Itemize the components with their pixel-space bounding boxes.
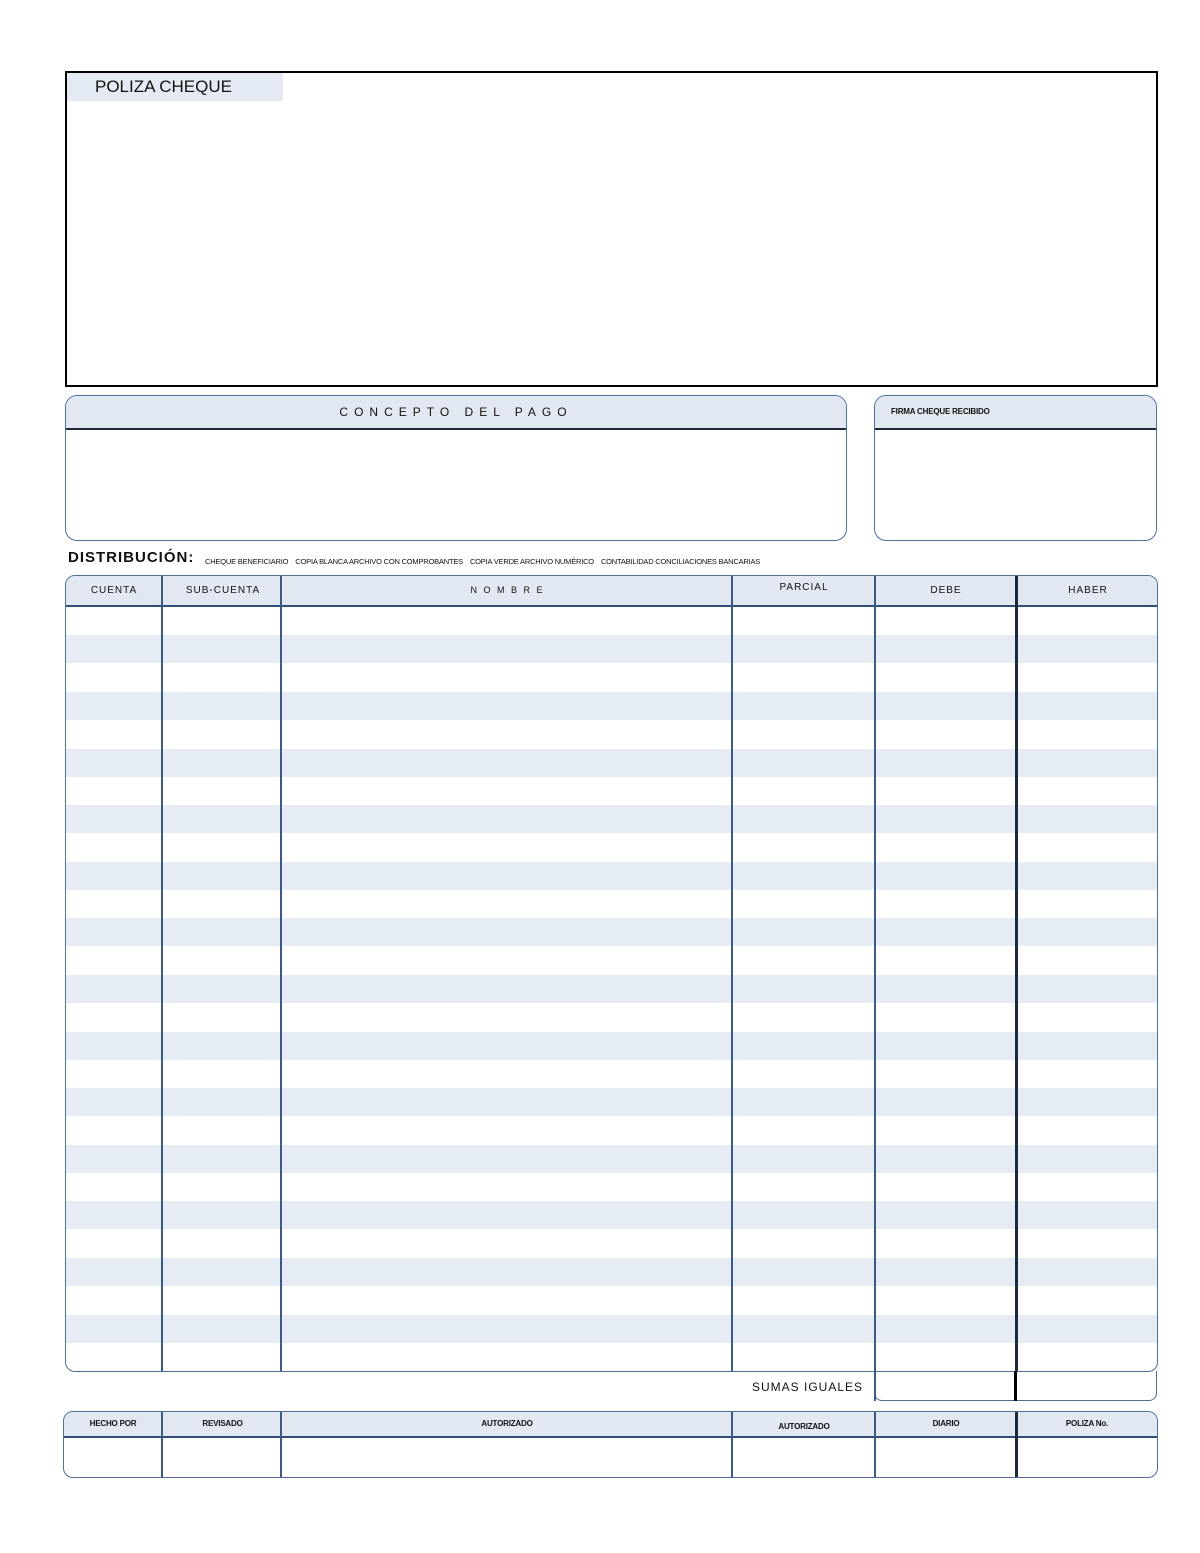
table-row[interactable] — [66, 1230, 1157, 1258]
firma-field[interactable] — [875, 430, 1156, 541]
header-revisado: REVISADO — [202, 1419, 243, 1428]
concepto-field[interactable] — [66, 430, 846, 541]
column-divider — [1015, 1412, 1018, 1477]
signature-header — [64, 1412, 1157, 1438]
column-divider — [280, 576, 282, 1371]
table-row[interactable] — [66, 1088, 1157, 1116]
table-row[interactable] — [66, 777, 1157, 805]
concepto-box — [65, 395, 847, 541]
sumas-divider — [1014, 1371, 1017, 1401]
table-row[interactable] — [66, 1145, 1157, 1173]
table-row[interactable] — [66, 1343, 1157, 1371]
table-row[interactable] — [66, 1060, 1157, 1088]
table-row[interactable] — [66, 1173, 1157, 1201]
distribucion-items — [205, 557, 760, 566]
header-subcuenta: SUB-CUENTA — [185, 585, 261, 596]
table-row[interactable] — [66, 1286, 1157, 1314]
column-divider — [161, 1412, 163, 1477]
table-row[interactable] — [66, 607, 1157, 635]
distribucion-label: DISTRIBUCIÓN: — [68, 549, 195, 566]
table-row[interactable] — [66, 1116, 1157, 1144]
table-row[interactable] — [66, 1201, 1157, 1229]
table-row[interactable] — [66, 1315, 1157, 1343]
header-poliza-no: POLIZA No. — [1065, 1419, 1109, 1428]
table-header — [66, 576, 1157, 607]
header-autorizado-2: AUTORIZADO — [778, 1422, 830, 1431]
table-row[interactable] — [66, 720, 1157, 748]
header-autorizado: AUTORIZADO — [481, 1419, 533, 1428]
header-nombre: N O M B R E — [470, 585, 545, 595]
column-divider — [874, 576, 876, 1371]
table-row[interactable] — [66, 862, 1157, 890]
table-row[interactable] — [66, 890, 1157, 918]
header-diario: DIARIO — [932, 1419, 960, 1428]
column-divider — [161, 576, 163, 1371]
table-row[interactable] — [66, 833, 1157, 861]
header-parcial: PARCIAL — [779, 582, 829, 593]
table-row[interactable] — [66, 749, 1157, 777]
table-row[interactable] — [66, 692, 1157, 720]
sumas-label: SUMAS IGUALES — [752, 1380, 864, 1394]
column-divider — [874, 1412, 876, 1477]
table-row[interactable] — [66, 1258, 1157, 1286]
distribucion-item: CONTABILIDAD CONCILIACIONES BANCARIAS — [600, 557, 761, 566]
table-row[interactable] — [66, 1032, 1157, 1060]
table-row[interactable] — [66, 805, 1157, 833]
signature-fields[interactable] — [64, 1438, 1157, 1478]
firma-header: FIRMA CHEQUE RECIBIDO — [875, 396, 1156, 430]
header-cuenta: CUENTA — [90, 585, 138, 596]
cheque-title: POLIZA CHEQUE — [67, 73, 283, 101]
table-row[interactable] — [66, 947, 1157, 975]
distribucion-item: CHEQUE BENEFICIARIO — [205, 557, 289, 566]
concepto-header: CONCEPTO DEL PAGO — [66, 396, 846, 430]
signature-table — [63, 1411, 1158, 1478]
table-row[interactable] — [66, 918, 1157, 946]
column-divider — [731, 576, 733, 1371]
table-row[interactable] — [66, 975, 1157, 1003]
column-divider — [280, 1412, 282, 1477]
accounts-table — [65, 575, 1158, 1372]
header-haber: HABER — [1068, 585, 1108, 596]
distribucion-item: COPIA VERDE ARCHIVO NUMÉRICO — [469, 557, 594, 566]
table-row[interactable] — [66, 635, 1157, 663]
column-divider — [731, 1412, 733, 1477]
header-hecho-por: HECHO POR — [89, 1419, 137, 1428]
firma-box — [874, 395, 1157, 541]
sumas-divider — [874, 1371, 876, 1401]
table-row[interactable] — [66, 1003, 1157, 1031]
cheque-area — [65, 71, 1158, 387]
header-debe: DEBE — [930, 585, 962, 596]
column-divider — [1015, 576, 1018, 1371]
distribucion-item: COPIA BLANCA ARCHIVO CON COMPROBANTES — [295, 557, 463, 566]
table-row[interactable] — [66, 664, 1157, 692]
